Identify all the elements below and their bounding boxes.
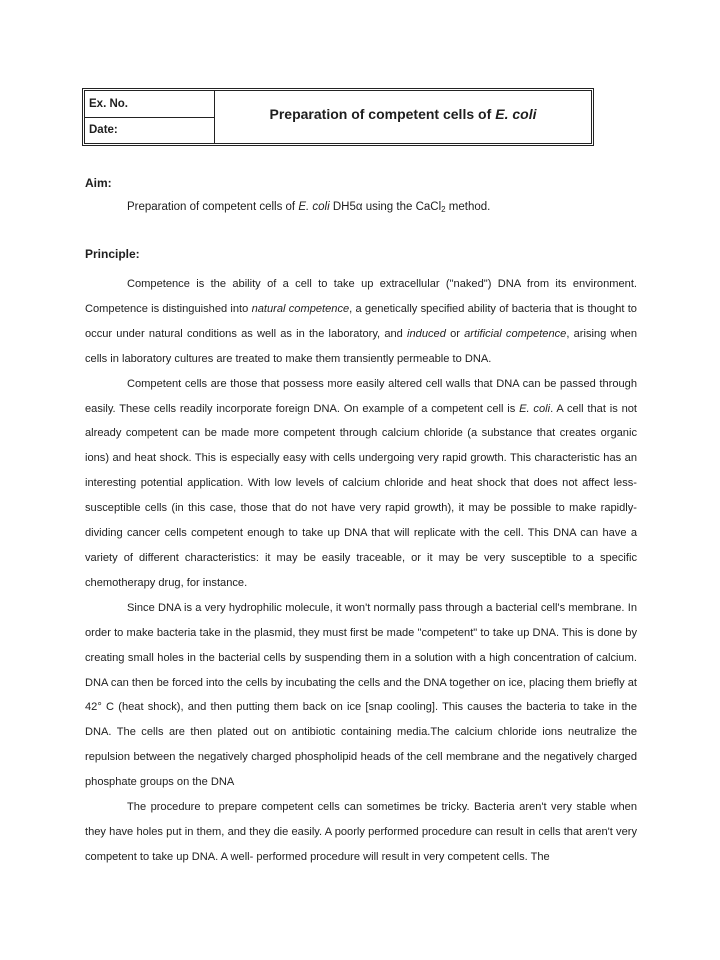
aim-suffix: method.	[448, 201, 491, 213]
aim-prefix: Preparation of competent cells of	[127, 201, 296, 213]
aim-subscript: 2	[441, 205, 446, 214]
p1-italic-3: artificial competence	[464, 327, 567, 340]
aim-organism: E. coli	[298, 201, 330, 213]
header-left-column	[85, 91, 215, 143]
p1-text-1: Competence is the ability of a cell to take up extracellular ("naked") DNA from its environment. Competence is distinguished into	[85, 278, 637, 315]
header-table	[82, 88, 594, 146]
paragraph-3: Since DNA is a very hydrophilic molecule, it won't normally pass through a bacterial cell's membrane. In order to make bacteria take in the plasmid, they must first be made "competent" to take up DNA. This is done by creating small holes in the bacterial cells by suspending them in a solution with a high concentration of calcium. DNA can then be forced into the cells by incubating the cells and the DNA together on ice, placing them briefly at 42° C (heat shock), and then putting them back on ice [snap cooling]. This causes the bacteria to take in the DNA. The cells are then plated out on antibiotic containing media.The calcium chloride ions neutralize the repulsion between the negatively charged phospholipid heads of the cell membrane and the negatively charged phosphate groups on the DNA	[85, 601, 637, 789]
aim-text	[127, 201, 490, 213]
p2-text-1: Competent cells are those that possess more easily altered cell walls that DNA can be passed through easily. These cells readily incorporate foreign DNA. On example of a competent cell is	[85, 377, 637, 415]
aim-heading: Aim:	[85, 176, 112, 190]
p1-text-2: , a genetically specified ability of bacteria that is thought to occur under natural conditions as well as in the laboratory, and	[85, 302, 637, 340]
principle-body	[85, 272, 637, 870]
p2-italic-1: E. coli	[519, 402, 551, 415]
paragraph-1	[85, 272, 637, 372]
p1-italic-1: natural competence	[251, 302, 350, 315]
p1-text-3: or	[450, 327, 460, 340]
date-label: Date:	[89, 124, 118, 137]
document-title	[215, 91, 591, 143]
principle-heading: Principle:	[85, 247, 140, 261]
paragraph-4: The procedure to prepare competent cells can sometimes be tricky. Bacteria aren't very stable when they have holes put in them, and they die easily. A poorly performed procedure can result in cells that aren't very competent to take up DNA. A well- performed procedure will result in very competent cells. The	[85, 801, 637, 863]
ex-no-label: Ex. No.	[85, 91, 214, 118]
p2-text-2: . A cell that is not already competent can be made more competent through calcium chloride (a substance that creates organic ions) and heat shock. This is especially easy with cells undergoing very rapid growth. This characteristic has an interesting potential application. With low levels of calcium chloride and heat shock that does not affect less-susceptible cells (in this case, those that do not have very rapid growth), it may be possible to make rapidly-dividing cancer cells competent enough to take up DNA that will replicate with the cell. This DNA can have a variety of different characteristics: it may be easily traceable, or it may be very susceptible to a specific chemotherapy drug, for instance.	[85, 402, 637, 589]
p1-text-4: , arising when cells in laboratory cultures are treated to make them transiently permeable to DNA.	[85, 327, 637, 365]
title-main: Preparation of competent cells of	[269, 106, 492, 122]
paragraph-2	[85, 372, 637, 596]
aim-strain: DH5α using the CaCl	[332, 201, 442, 213]
title-organism: E. coli	[495, 106, 537, 122]
p1-italic-2: induced	[407, 327, 446, 340]
